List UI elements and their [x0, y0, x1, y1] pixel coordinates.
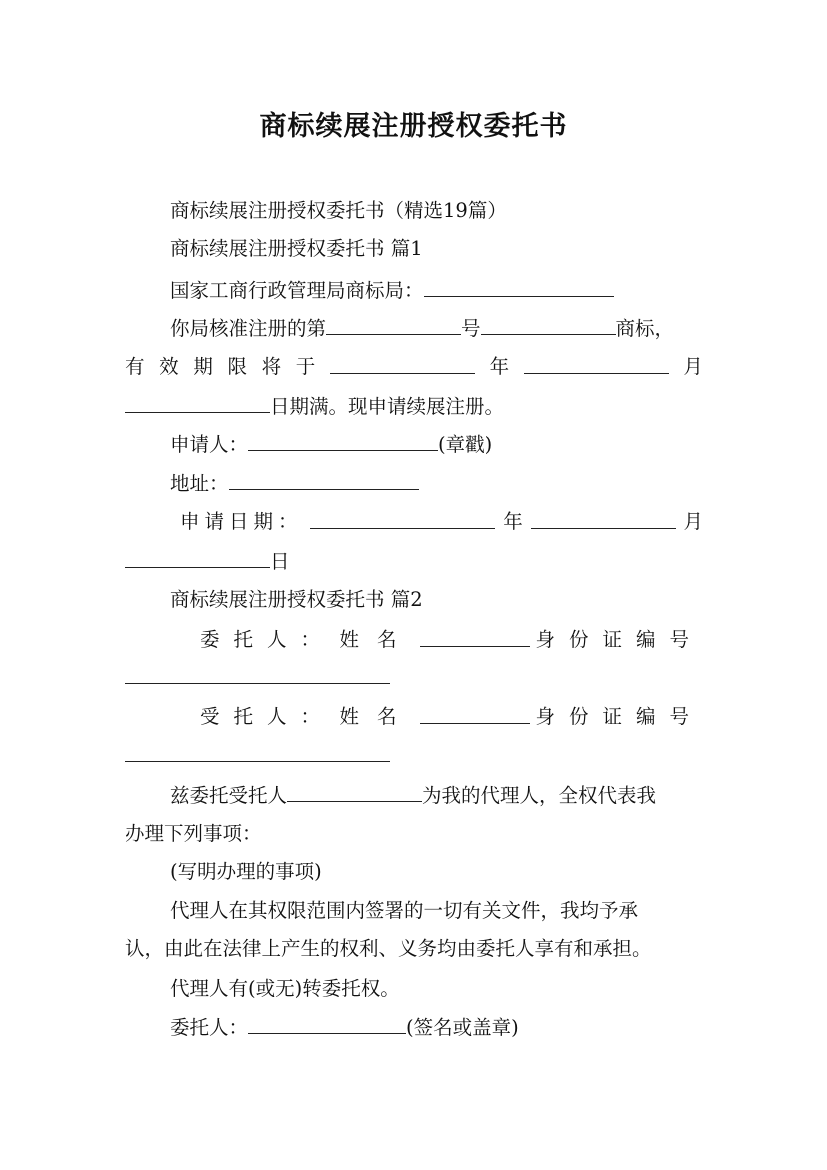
registration-line — [170, 314, 674, 343]
text-run: 号 — [461, 317, 481, 340]
blank-field — [531, 508, 676, 529]
text-char: 年 — [489, 355, 510, 378]
id-label: 身份证编号 — [535, 628, 703, 651]
blank-field — [330, 353, 475, 374]
text-char: 月 — [683, 510, 703, 533]
name-label: 姓名 — [339, 628, 415, 651]
signature-label: 委托人： — [170, 1016, 249, 1039]
applicant-label: 申请人： — [170, 433, 249, 456]
document-title: 商标续展注册授权委托书 — [259, 111, 568, 142]
text-run: 商标， — [615, 317, 675, 340]
principal-line — [200, 626, 703, 654]
address-label: 地址： — [170, 472, 229, 495]
text-char: 期 — [193, 355, 213, 378]
stamp-note: (章戳) — [438, 433, 493, 456]
text-char: 月 — [683, 355, 703, 378]
addressee-label: 国家工商行政管理局商标局： — [170, 279, 424, 302]
application-date-end — [125, 547, 290, 576]
signature-line — [170, 1013, 519, 1042]
signature-note: (签名或盖章) — [406, 1016, 519, 1039]
blank-field — [524, 353, 669, 374]
blank-field — [125, 663, 390, 684]
text-char: 效 — [159, 355, 179, 378]
expiry-line — [125, 353, 703, 381]
blank-field — [125, 392, 270, 413]
blank-field — [481, 314, 616, 335]
application-date-line — [180, 508, 703, 536]
intro-line: 商标续展注册授权委托书（精选19篇） — [170, 199, 507, 222]
text-run: 为我的代理人，全权代表我 — [422, 784, 657, 807]
blank-field — [248, 1013, 406, 1034]
blank-field — [326, 314, 461, 335]
text-char: 有 — [125, 355, 145, 378]
name-label: 姓名 — [339, 705, 415, 728]
blank-field — [287, 781, 422, 802]
text-char: 于 — [295, 355, 316, 378]
agent-label: 受托人： — [200, 705, 335, 728]
blank-field — [125, 547, 270, 568]
addressee-line — [170, 276, 614, 305]
acknowledgement-line-2: 认，由此在法律上产生的权利、义务均由委托人享有和承担。 — [125, 937, 652, 960]
section1-heading: 商标续展注册授权委托书 篇1 — [170, 237, 423, 260]
subdelegation-line: 代理人有(或无)转委托权。 — [170, 977, 400, 1000]
principal-id-blank — [125, 663, 390, 692]
blank-field — [248, 430, 438, 451]
blank-field — [310, 508, 495, 529]
blank-field — [420, 703, 530, 724]
delegation-line-end: 办理下列事项： — [125, 822, 262, 845]
acknowledgement-line-1: 代理人在其权限范围内签署的一切有关文件，我均予承 — [170, 899, 639, 922]
address-line — [170, 469, 419, 498]
expiry-line-end — [125, 392, 504, 421]
text-run: 日期满。现申请续展注册。 — [270, 395, 505, 418]
text-char: 年 — [503, 510, 523, 533]
text-char: 限 — [227, 355, 247, 378]
agent-line — [200, 703, 703, 731]
section2-heading: 商标续展注册授权委托书 篇2 — [170, 588, 423, 611]
text-run: 兹委托受托人 — [170, 784, 288, 807]
blank-field — [424, 276, 614, 297]
text-char: 日 — [270, 550, 290, 573]
text-run: 你局核准注册的第 — [170, 317, 327, 340]
agent-id-blank — [125, 741, 390, 770]
delegation-line — [170, 781, 656, 810]
blank-field — [420, 626, 530, 647]
matters-line: (写明办理的事项) — [170, 860, 322, 883]
blank-field — [125, 741, 390, 762]
principal-label: 委托人： — [200, 628, 335, 651]
blank-field — [229, 469, 419, 490]
date-label: 申请日期： — [180, 510, 303, 533]
applicant-line — [170, 430, 492, 459]
text-char: 将 — [261, 355, 282, 378]
id-label: 身份证编号 — [535, 705, 703, 728]
